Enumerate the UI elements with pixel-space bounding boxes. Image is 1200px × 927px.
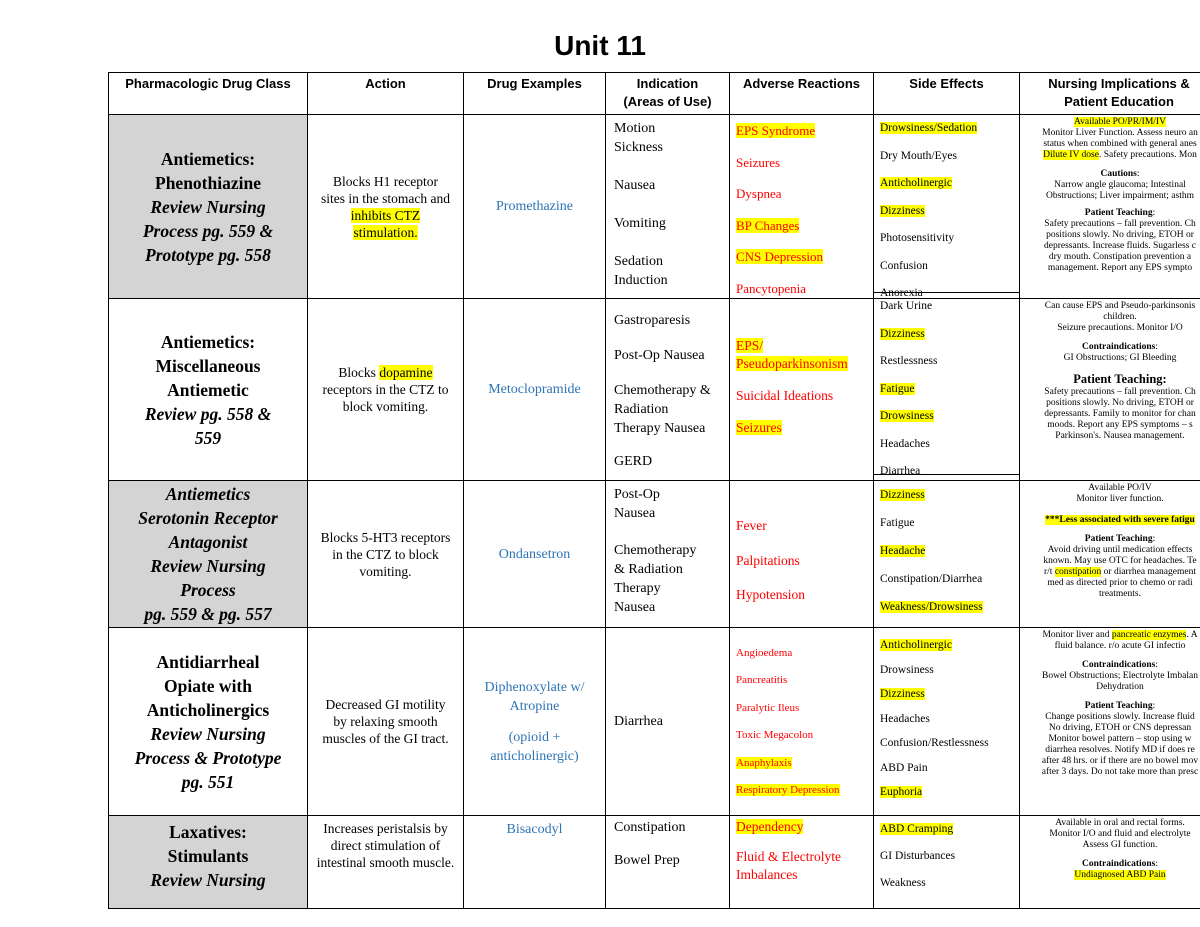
header-nursing-implications: Nursing Implications & Patient Education <box>1019 72 1200 115</box>
header-adverse-reactions: Adverse Reactions <box>729 72 874 115</box>
row-2-action: Blocks dopamine receptors in the CTZ to block vomiting. <box>307 298 464 481</box>
row-4-adverse-reactions: Angioedema Pancreatitis Paralytic Ileus Toxic Megacolon Anaphylaxis Respiratory Depression <box>729 627 874 816</box>
page-title: Unit 11 <box>554 30 646 61</box>
row-3-side-effects: Dizziness Fatigue Headache Constipation/Diarrhea Weakness/Drowsiness <box>873 480 1020 628</box>
row-3-drug-class: Antiemetics Serotonin Receptor Antagonist Review Nursing Process pg. 559 & pg. 557 <box>108 480 308 628</box>
row-1-side-effects: Drowsiness/Sedation Dry Mouth/Eyes Anticholinergic Dizziness Photosensitivity Confusion Anorexia <box>873 114 1020 299</box>
row-4-indication: Diarrhea <box>605 627 730 816</box>
row-5-indication: Constipation Bowel Prep <box>605 815 730 909</box>
row-4-drug-example: Diphenoxylate w/ Atropine (opioid + anticholinergic) <box>463 627 606 816</box>
row-5-action: Increases peristalsis by direct stimulation of intestinal smooth muscle. <box>307 815 464 909</box>
row-2-side-effects: Dark Urine Dizziness Restlessness Fatigue Drowsiness Headaches Diarrhea <box>873 292 1020 475</box>
row-4-drug-class: Antidiarrheal Opiate with Anticholinergics Review Nursing Process & Prototype pg. 551 <box>108 627 308 816</box>
row-5-drug-example: Bisacodyl <box>463 815 606 909</box>
row-5-adverse-reactions: Dependency Fluid & Electrolyte Imbalances <box>729 815 874 909</box>
row-1-adverse-reactions: EPS Syndrome Seizures Dyspnea BP Changes CNS Depression Pancytopenia <box>729 114 874 299</box>
header-indication: Indication (Areas of Use) <box>605 72 730 115</box>
row-1-drug-example: Promethazine <box>463 114 606 299</box>
row-1-action: Blocks H1 receptor sites in the stomach and inhibits CTZ stimulation. <box>307 114 464 299</box>
row-5-side-effects: ABD Cramping GI Disturbances Weakness <box>873 815 1020 909</box>
header-drug-class: Pharmacologic Drug Class <box>108 72 308 115</box>
header-drug-examples: Drug Examples <box>463 72 606 115</box>
header-action: Action <box>307 72 464 115</box>
header-side-effects: Side Effects <box>873 72 1020 115</box>
row-5-nursing-implications: Available in oral and rectal forms. Monitor I/O and fluid and electrolyte Assess GI function. Contraindications: Undiagnosed ABD Pain <box>1019 815 1200 909</box>
row-2-indication: Gastroparesis Post-Op Nausea Chemotherapy & Radiation Therapy Nausea GERD <box>605 298 730 481</box>
row-2-drug-example: Metoclopramide <box>463 298 606 481</box>
row-1-nursing-implications: Available PO/PR/IM/IV Monitor Liver Function. Assess neuro an status when combined with general anes Dilute IV dose. Safety precautions. Mon Cautions: Narrow angle glaucoma; Intestinal Obstructions; Liver impairment; asthm Patient Teaching: Safety precautions – fall prevention. Ch positions slowly. No driving, ETOH or depressants. Increase fluids. Sugarless c dry mouth. Constipation prevention a management. Report any EPS sympto <box>1019 114 1200 299</box>
row-2-adverse-reactions: EPS/ Pseudoparkinsonism Suicidal Ideations Seizures <box>729 298 874 481</box>
row-3-adverse-reactions: Fever Palpitations Hypotension <box>729 480 874 628</box>
row-4-side-effects: Anticholinergic Drowsiness Dizziness Headaches Confusion/Restlessness ABD Pain Euphoria <box>873 627 1020 816</box>
row-2-drug-class: Antiemetics: Miscellaneous Antiemetic Review pg. 558 & 559 <box>108 298 308 481</box>
row-1-drug-class: Antiemetics: Phenothiazine Review Nursing Process pg. 559 & Prototype pg. 558 <box>108 114 308 299</box>
row-5-drug-class: Laxatives: Stimulants Review Nursing <box>108 815 308 909</box>
row-3-nursing-implications: Available PO/IV Monitor liver function. ***Less associated with severe fatigu Patient Teaching: Avoid driving until medication effects known. May use OTC for headaches. Te r/t constipation or diarrhea management med as directed prior to chemo or radi treatments. <box>1019 480 1200 628</box>
row-3-drug-example: Ondansetron <box>463 480 606 628</box>
row-3-action: Blocks 5-HT3 receptors in the CTZ to block vomiting. <box>307 480 464 628</box>
row-3-indication: Post-Op Nausea Chemotherapy & Radiation Therapy Nausea <box>605 480 730 628</box>
row-4-action: Decreased GI motility by relaxing smooth muscles of the GI tract. <box>307 627 464 816</box>
row-1-indication: Motion Sickness Nausea Vomiting Sedation Induction <box>605 114 730 299</box>
row-2-nursing-implications: Can cause EPS and Pseudo-parkinsonis children. Seizure precautions. Monitor I/O Contraindications: GI Obstructions; GI Bleeding Patient Teaching: Safety precautions – fall prevention. Ch positions slowly. No driving, ETOH or depressants. Family to monitor for chan moods. Report any EPS symptoms – s Parkinson's. Nausea management. <box>1019 298 1200 481</box>
row-4-nursing-implications: Monitor liver and pancreatic enzymes. A fluid balance. r/o acute GI infectio Contraindications: Bowel Obstructions; Electrolyte Imbalan Dehydration Patient Teaching: Change positions slowly. Increase fluid No driving, ETOH or CNS depressan Monitor bowel pattern – stop using w diarrhea resolves. Notify MD if does re after 48 hrs. or if there are no bowel mov after 3 days. Do not take more than presc <box>1019 627 1200 816</box>
